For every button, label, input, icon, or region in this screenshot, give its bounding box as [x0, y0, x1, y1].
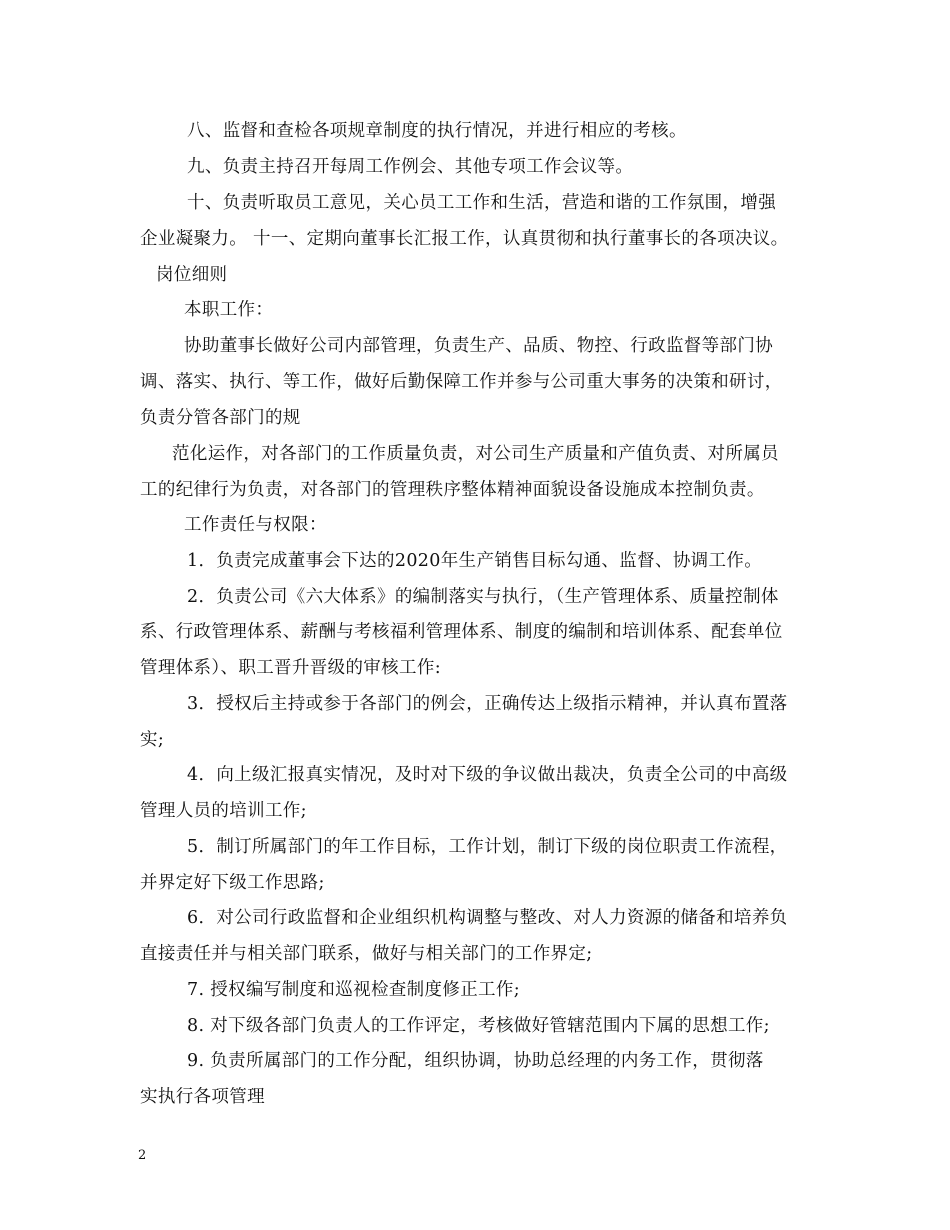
text-line: 工作责任与权限：: [184, 515, 327, 535]
text-line: 1．负责完成董事会下达的2020年生产销售目标勾通、监督、协调工作。: [187, 551, 763, 571]
text-line: 实执行各项管理: [140, 1087, 265, 1107]
text-line: 并界定好下级工作思路;: [140, 873, 325, 893]
text-line: 管理体系）、职工晋升晋级的审核工作:: [140, 658, 441, 678]
text-line: 本职工作：: [184, 300, 274, 320]
text-line: 6．对公司行政监督和企业组织机构调整与整改、对人力资源的储备和培养负: [187, 908, 788, 928]
text-line: 实;: [140, 730, 165, 750]
text-line: 协助董事长做好公司内部管理，负责生产、品质、物控、行政监督等部门协: [184, 336, 774, 356]
text-line: 范化运作，对各部门的工作质量负责，对公司生产质量和产值负责、对所属员: [172, 444, 779, 464]
text-line: 2．负责公司《六大体系》的编制落实与执行，（生产管理体系、质量控制体: [187, 587, 779, 607]
text-line: 十、负责听取员工意见，关心员工工作和生活，营造和谐的工作氛围，增强: [187, 193, 777, 213]
text-line: 直接责任并与相关部门联系，做好与相关部门的工作界定;: [140, 944, 593, 964]
text-line: 八、监督和查检各项规章制度的执行情况，并进行相应的考核。: [187, 121, 687, 141]
text-line: 工的纪律行为负责，对各部门的管理秩序整体精神面貌设备设施成本控制负责。: [140, 480, 765, 500]
text-line: 8. 对下级各部门负责人的工作评定，考核做好管辖范围内下属的思想工作;: [187, 1016, 770, 1036]
section-heading: 岗位细则: [156, 265, 228, 285]
text-line: 4．向上级汇报真实情况，及时对下级的争议做出裁决，负责全公司的中高级: [187, 765, 788, 785]
text-line: 负责分管各部门的规: [140, 408, 301, 428]
text-line: 九、负责主持召开每周工作例会、其他专项工作会议等。: [187, 157, 634, 177]
text-line: 系、行政管理体系、薪酬与考核福利管理体系、制度的编制和培训体系、配套单位: [140, 622, 783, 642]
text-line: 企业凝聚力。 十一、定期向董事长汇报工作，认真贯彻和执行董事长的各项决议。: [140, 229, 789, 249]
text-line: 管理人员的培训工作;: [140, 801, 307, 821]
text-line: 3．授权后主持或参于各部门的例会，正确传达上级指示精神，并认真布置落: [187, 694, 788, 714]
text-line: 调、落实、执行、等工作，做好后勤保障工作并参与公司重大事务的决策和研讨，: [140, 372, 783, 392]
text-line: 7. 授权编写制度和巡视检查制度修正工作;: [187, 980, 521, 1000]
page-number: 2: [138, 1148, 147, 1163]
text-line: 5．制订所属部门的年工作目标，工作计划，制订下级的岗位职责工作流程，: [187, 837, 788, 857]
text-line: 9. 负责所属部门的工作分配，组织协调，协助总经理的内务工作，贯彻落: [187, 1051, 764, 1071]
